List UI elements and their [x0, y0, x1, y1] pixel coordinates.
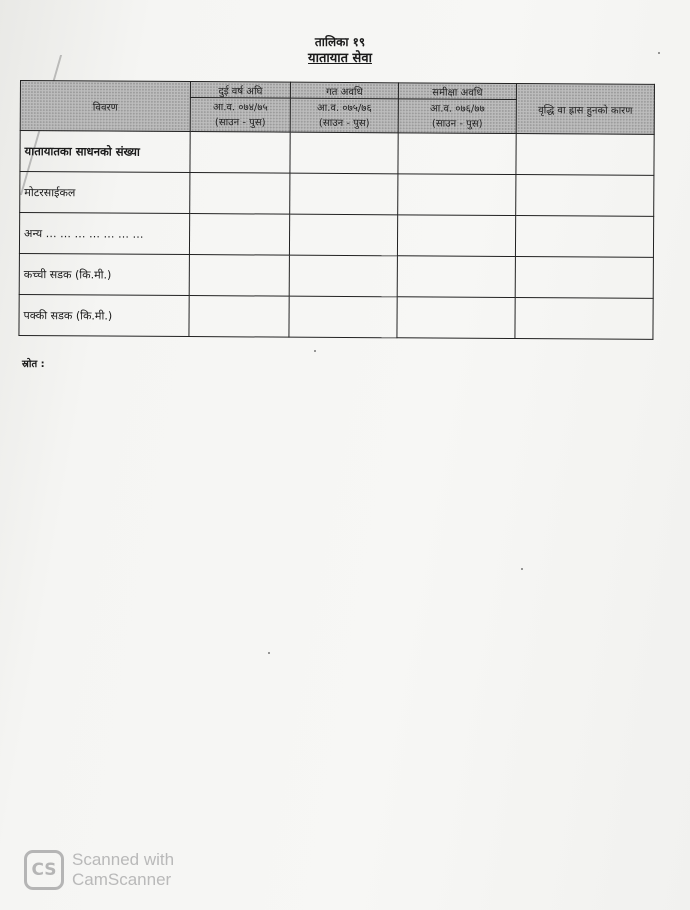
- header-review-period: समीक्षा अवधि: [398, 83, 516, 100]
- transport-service-table: [18, 80, 655, 340]
- watermark-text: [72, 850, 174, 890]
- table-cell: [290, 173, 398, 215]
- header-reason: वृद्धि वा ह्रास हुनको कारण: [516, 84, 654, 135]
- months-label: (साउन - पुस): [214, 116, 266, 129]
- row-label-other: अन्य … … … … … … …: [19, 213, 189, 255]
- table-cell: [398, 174, 516, 216]
- months-label: (साउन - पुस): [318, 117, 370, 129]
- row-label-vehicle-count: यातायातका साधनको संख्या: [20, 131, 190, 173]
- header-fy-two-years-ago: [190, 98, 290, 133]
- table-cell: [516, 134, 654, 176]
- source-label: स्रोत :: [22, 359, 45, 370]
- table-cell: [516, 175, 654, 217]
- header-description: विवरण: [20, 81, 190, 132]
- table-cell: [189, 214, 289, 256]
- table-cell: [398, 133, 516, 175]
- camscanner-logo-icon: CS: [24, 850, 64, 890]
- scan-speck: [658, 52, 660, 54]
- months-label: (साउन - पुस): [431, 118, 483, 130]
- watermark-line2: CamScanner: [72, 870, 172, 889]
- scan-speck: [314, 350, 316, 352]
- table-number: तालिका १९: [314, 35, 366, 49]
- header-two-years-ago: दुई वर्ष अघि: [190, 82, 290, 99]
- table-cell: [397, 215, 515, 257]
- fiscal-year-label: आ.व. ०७५/७६: [316, 102, 372, 114]
- row-label-motorcycle: मोटरसाईकल: [20, 172, 190, 214]
- scan-speck: [521, 568, 523, 570]
- table-title: यातायात सेवा: [308, 51, 372, 66]
- table-cell: [515, 298, 653, 340]
- header-last-period: गत अवधि: [290, 82, 398, 99]
- fiscal-year-label: आ.व. ०७४/७५: [212, 101, 268, 114]
- table-cell: [289, 255, 397, 297]
- scan-speck: [268, 652, 270, 654]
- table-cell: [289, 296, 397, 338]
- table-cell: [289, 214, 397, 256]
- header-fy-review-period: [398, 99, 516, 134]
- table-row: [20, 131, 654, 176]
- table-heading: [280, 34, 400, 68]
- table-cell: [290, 132, 398, 174]
- table-cell: [190, 132, 290, 174]
- table-cell: [189, 255, 289, 297]
- header-fy-last-period: [290, 98, 398, 133]
- table-cell: [515, 257, 653, 299]
- row-label-unpaved-road: कच्ची सडक (कि.मी.): [19, 253, 189, 295]
- table-row: [20, 172, 654, 217]
- table-row: [19, 294, 653, 339]
- table-cell: [397, 297, 515, 339]
- table-cell: [515, 216, 653, 258]
- fiscal-year-label: आ.व. ०७६/७७: [429, 103, 485, 115]
- table-cell: [397, 256, 515, 298]
- watermark-line1: Scanned with: [72, 850, 175, 869]
- table-row: [19, 213, 653, 258]
- table-row: [19, 253, 653, 298]
- table-cell: [190, 173, 290, 215]
- camscanner-watermark: [24, 850, 174, 890]
- table-cell: [189, 296, 289, 338]
- row-label-paved-road: पक्की सडक (कि.मी.): [19, 294, 189, 336]
